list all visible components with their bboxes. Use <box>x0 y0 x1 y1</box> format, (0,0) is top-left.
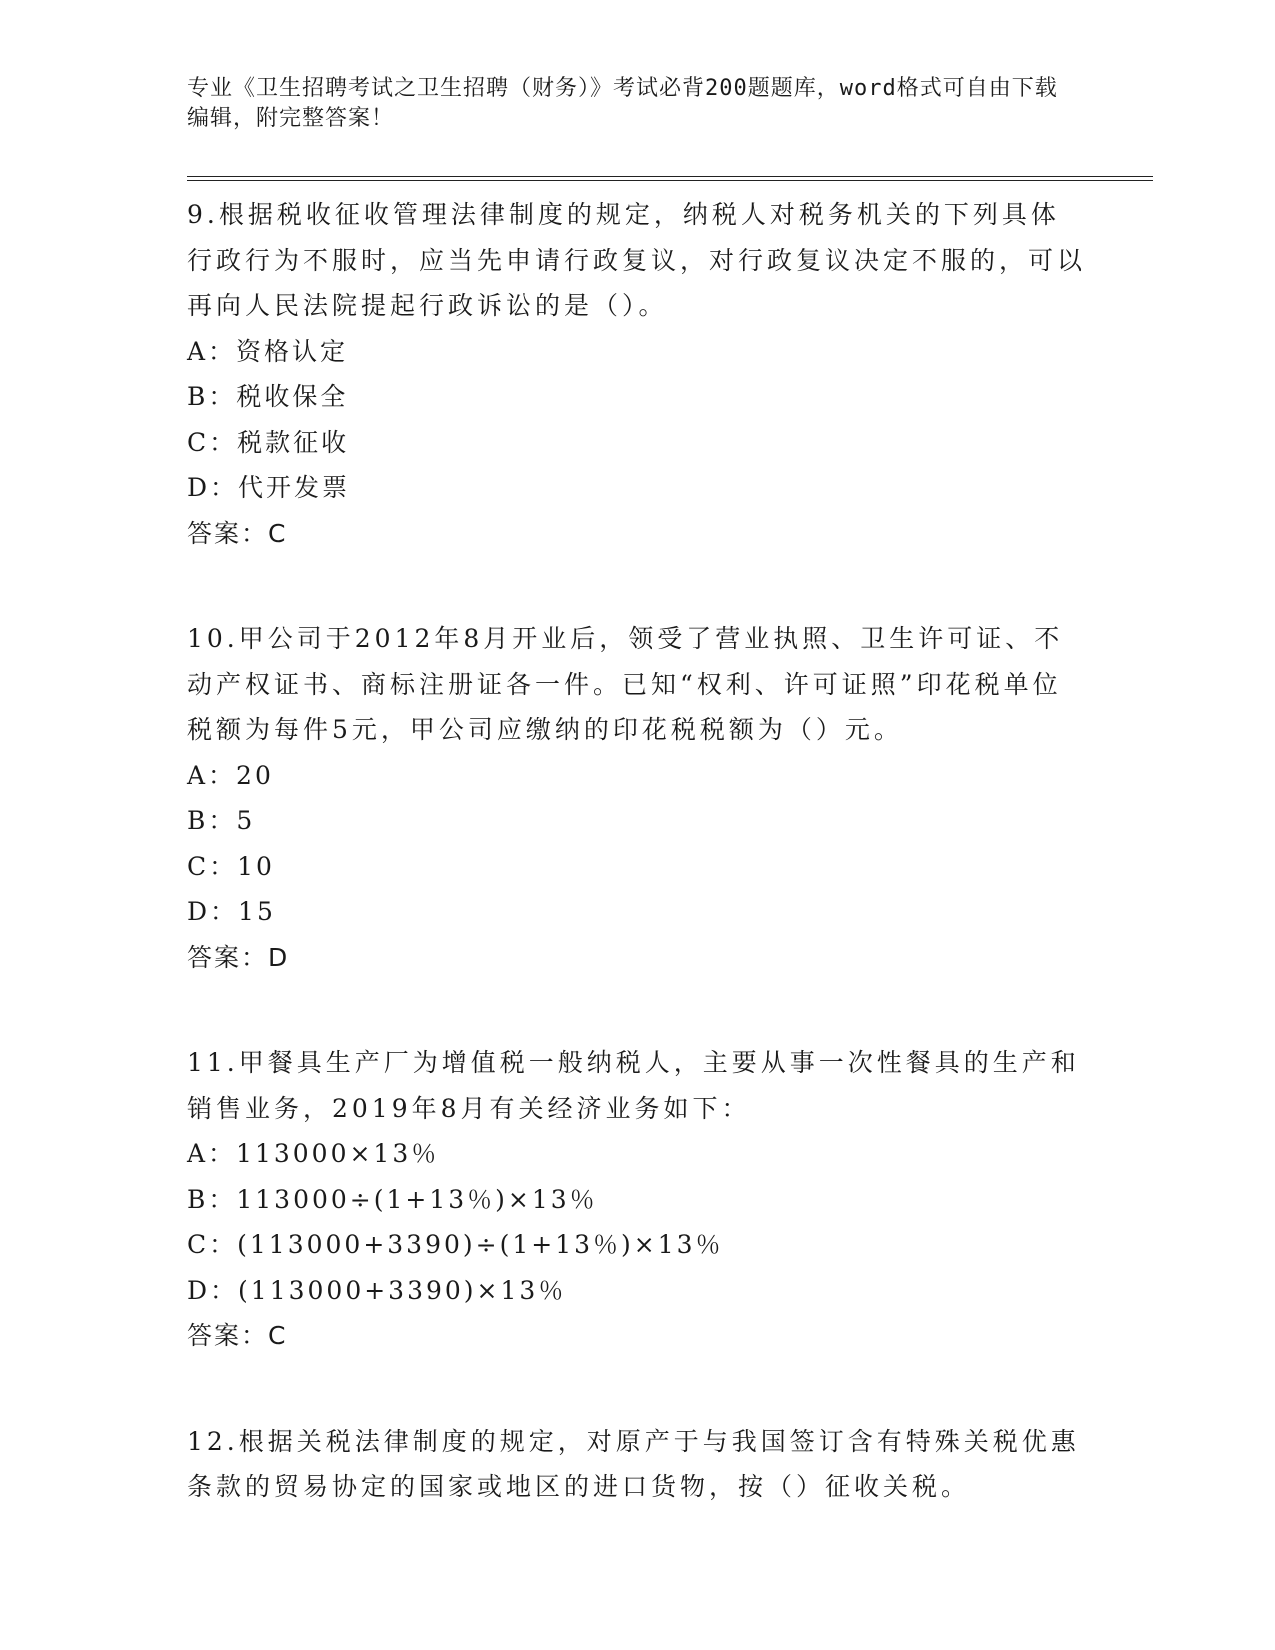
document-header: 专业《卫生招聘考试之卫生招聘（财务）》考试必背200题题库，word格式可自由下载编辑，附完整答案！ <box>187 76 1058 131</box>
answer: 答案：C <box>187 1321 288 1350</box>
question-11 <box>187 1040 1087 1359</box>
option-d: D：(113000+3390)×13％ <box>187 1275 567 1305</box>
option-a: A：资格认定 <box>187 336 349 366</box>
option-c: C：税款征收 <box>187 427 350 457</box>
question-12 <box>187 1419 1087 1510</box>
option-d: D：代开发票 <box>187 473 351 502</box>
option-c: C：10 <box>187 851 275 881</box>
option-c: C：(113000+3390)÷(1+13％)×13％ <box>187 1230 724 1259</box>
question-list <box>187 192 1087 1570</box>
question-10 <box>187 616 1087 980</box>
header-double-rule <box>187 176 1153 181</box>
question-stem: 11.甲餐具生产厂为增值税一般纳税人，主要从事一次性餐具的生产和销售业务，2019年8月有关经济业务如下： <box>187 1048 1080 1123</box>
option-a: A：20 <box>187 760 274 790</box>
option-b: B：113000÷(1+13％)×13％ <box>187 1184 598 1214</box>
option-d: D：15 <box>187 897 276 926</box>
option-b: B：5 <box>187 806 256 835</box>
answer: 答案：C <box>187 518 288 548</box>
option-b: B：税收保全 <box>187 382 349 411</box>
option-a: A：113000×13％ <box>187 1139 440 1168</box>
question-stem: 10.甲公司于2012年8月开业后，领受了营业执照、卫生许可证、不动产权证书、商标注册证各一件。已知“权利、许可证照”印花税单位税额为每件5元，甲公司应缴纳的印花税税额为（）元。 <box>187 624 1064 744</box>
question-9 <box>187 192 1087 556</box>
answer: 答案：D <box>187 942 290 972</box>
question-stem: 12.根据关税法律制度的规定，对原产于与我国签订含有特殊关税优惠条款的贸易协定的国家或地区的进口货物，按（）征收关税。 <box>187 1426 1080 1501</box>
question-stem: 9.根据税收征收管理法律制度的规定，纳税人对税务机关的下列具体行政行为不服时，应当先申请行政复议，对行政复议决定不服的，可以再向人民法院提起行政诉讼的是（）。 <box>187 200 1087 320</box>
